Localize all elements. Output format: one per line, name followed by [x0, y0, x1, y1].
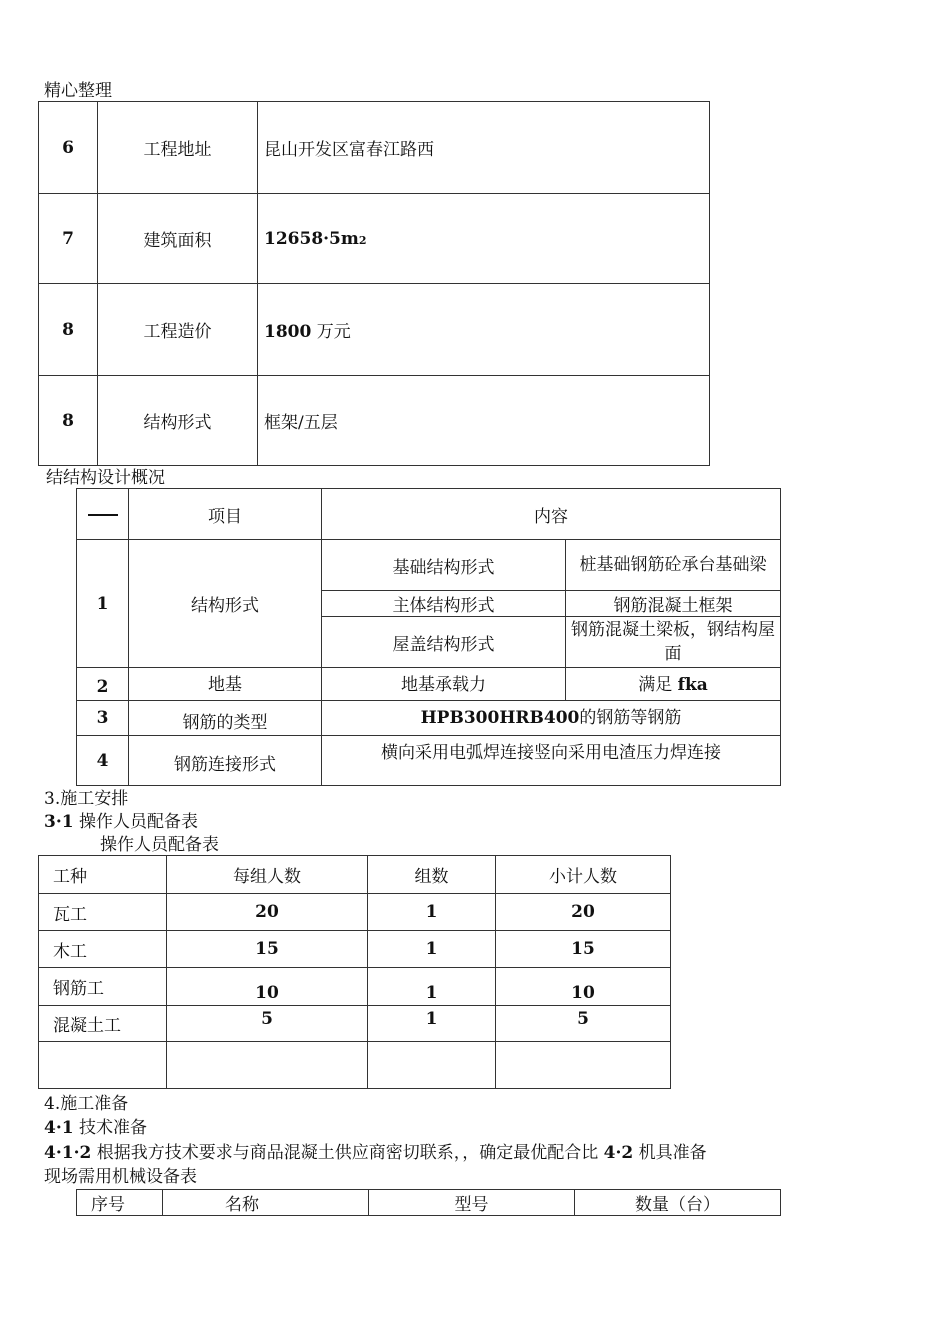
row-item: 结构形式	[129, 540, 322, 668]
sub-value	[566, 668, 781, 701]
subtotal-cell: 20	[496, 894, 671, 931]
table-row	[39, 1006, 671, 1042]
row-item: 钢筋连接形式	[129, 736, 322, 786]
row-item: 建筑面积	[98, 194, 258, 284]
rebar-type-rest: 的钢筋等钢筋	[579, 708, 682, 728]
header-item: 项目	[129, 489, 322, 540]
table-row	[39, 968, 671, 1006]
per-group-cell: 15	[167, 931, 368, 968]
table-row	[77, 540, 781, 591]
header-cell: 名称	[163, 1190, 369, 1216]
section4-title: 4.施工准备	[44, 1094, 129, 1114]
table-row	[77, 668, 781, 701]
empty-cell	[167, 1042, 368, 1089]
row-item: 工程造价	[98, 284, 258, 376]
groups-cell: 1	[368, 931, 496, 968]
rebar-grades: HPB300HRB400	[420, 708, 580, 728]
section-text: 机具准备	[638, 1143, 707, 1163]
header-cell: 型号	[369, 1190, 575, 1216]
header-dash-cell	[77, 489, 129, 540]
row-item: 工程地址	[98, 102, 258, 194]
sub-label: 基础结构形式	[322, 540, 566, 591]
groups-cell: 1	[368, 894, 496, 931]
per-group-cell: 20	[167, 894, 368, 931]
subtotal-cell: 10	[496, 968, 671, 1006]
bearing-symbol: fka	[677, 675, 708, 695]
staff-table-title: 操作人员配备表	[100, 835, 219, 855]
header-cell: 序号	[77, 1190, 163, 1216]
structure-table	[76, 488, 781, 786]
row-item: 结构形式	[98, 376, 258, 466]
row-number: 7	[39, 194, 98, 284]
sub-label: 地基承载力	[322, 668, 566, 701]
table-row	[77, 701, 781, 736]
table-row	[39, 102, 710, 194]
row-number: 2	[77, 668, 129, 701]
header-cell: 工种	[39, 856, 167, 894]
subtotal-cell: 5	[496, 1006, 671, 1042]
table-header-row	[77, 489, 781, 540]
sub-label: 屋盖结构形式	[322, 617, 566, 668]
section-text: 操作人员配备表	[78, 812, 198, 832]
area-value: 12658·5m	[264, 228, 359, 249]
subtotal-cell: 15	[496, 931, 671, 968]
row-number: 4	[77, 736, 129, 786]
row-value: 昆山开发区富春江路西	[258, 102, 710, 194]
table-row	[77, 736, 781, 786]
sub-value: 桩基础钢筋砼承台基础梁	[566, 540, 781, 591]
structure-title: 结结构设计概况	[46, 468, 165, 488]
bearing-text: 满足	[638, 675, 673, 695]
groups-cell: 1	[368, 1006, 496, 1042]
rebar-connection-value: 横向采用电弧焊连接竖向采用电渣压力焊连接	[322, 736, 781, 786]
groups-cell: 1	[368, 968, 496, 1006]
row-number: 6	[39, 102, 98, 194]
row-number: 8	[39, 284, 98, 376]
table-row	[39, 284, 710, 376]
row-value	[258, 284, 710, 376]
table-row-empty	[39, 1042, 671, 1089]
table-row	[39, 194, 710, 284]
row-number: 3	[77, 701, 129, 736]
trade-cell: 混凝土工	[39, 1006, 167, 1042]
cost-amount: 1800	[264, 322, 312, 342]
paragraph-text: 根据我方技术要求与商品混凝土供应商密切联系，，确定最优配合比	[96, 1143, 599, 1163]
header-cell: 数量（台）	[575, 1190, 781, 1216]
trade-cell: 木工	[39, 931, 167, 968]
sub-value: 钢筋混凝土梁板，钢结构屋面	[566, 617, 781, 668]
section-number: 3·1	[44, 812, 74, 832]
table-row	[39, 376, 710, 466]
row-number: 1	[77, 540, 129, 668]
dash-mark	[88, 514, 118, 516]
section-text: 技术准备	[78, 1118, 147, 1138]
row-value: 框架/五层	[258, 376, 710, 466]
sub-value: 钢筋混凝土框架	[566, 591, 781, 617]
header-cell: 每组人数	[167, 856, 368, 894]
section-number: 4·1·2	[44, 1143, 92, 1163]
section3-title: 3.施工安排	[44, 789, 129, 809]
equipment-table-title: 现场需用机械设备表	[44, 1167, 197, 1187]
per-group-cell: 10	[167, 968, 368, 1006]
header-content: 内容	[322, 489, 781, 540]
section-number: 4·1	[44, 1118, 74, 1138]
row-item: 地基	[129, 668, 322, 701]
sub-label: 主体结构形式	[322, 591, 566, 617]
section3-subtitle	[44, 811, 198, 833]
header-cell: 小计人数	[496, 856, 671, 894]
table-header-row	[39, 856, 671, 894]
area-unit-exponent: 2	[358, 233, 367, 247]
trade-cell: 瓦工	[39, 894, 167, 931]
header-note: 精心整理	[44, 81, 112, 101]
table-header-row	[77, 1190, 781, 1216]
equipment-table	[76, 1189, 781, 1216]
row-value	[258, 194, 710, 284]
staff-table	[38, 855, 671, 1089]
row-number: 8	[39, 376, 98, 466]
header-cell: 组数	[368, 856, 496, 894]
cost-unit: 万元	[316, 322, 351, 342]
section4-subtitle	[44, 1117, 147, 1139]
trade-cell: 钢筋工	[39, 968, 167, 1006]
project-info-table	[38, 101, 710, 466]
empty-cell	[368, 1042, 496, 1089]
empty-cell	[496, 1042, 671, 1089]
empty-cell	[39, 1042, 167, 1089]
rebar-type-value	[322, 701, 781, 736]
section-number: 4·2	[603, 1143, 634, 1163]
table-row	[39, 894, 671, 931]
table-row	[39, 931, 671, 968]
row-item: 钢筋的类型	[129, 701, 322, 736]
section4-paragraph	[44, 1142, 707, 1164]
per-group-cell: 5	[167, 1006, 368, 1042]
